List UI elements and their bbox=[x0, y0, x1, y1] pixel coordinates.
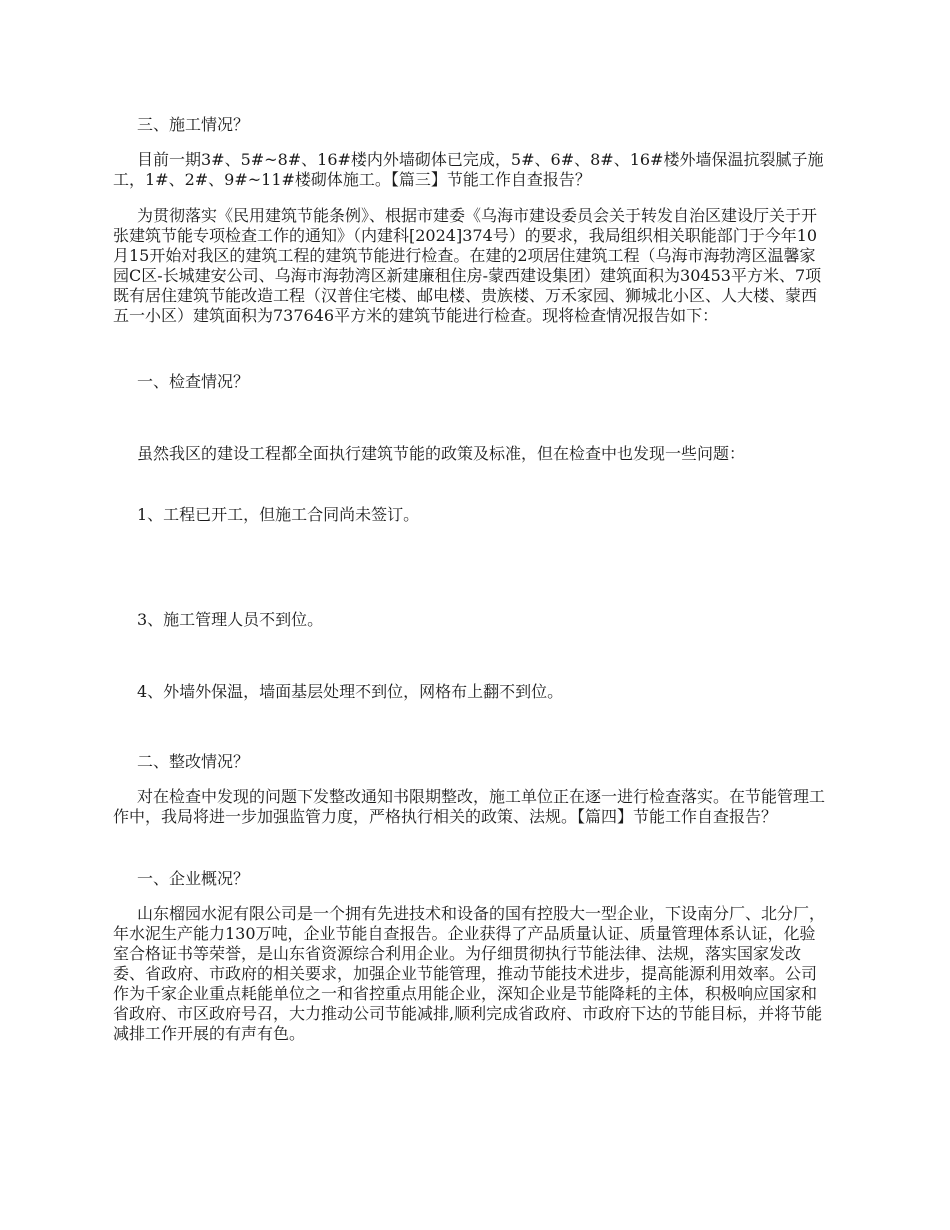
list-item-problem-3: 3、施工管理人员不到位。 bbox=[137, 610, 324, 629]
paragraph-company-overview: 山东榴园水泥有限公司是一个拥有先进技术和设备的国有控股大一型企业，下设南分厂、北分厂，年水泥生产能力130万吨，企业节能自查报告。企业获得了产品质量认证、质量管理体系认证，化验室合格证书等荣誉，是山东省资源综合利用企业。为仔细贯彻执行节能法律、法规，落实国家发改委、省政府、市政府的相关要求，加强企业节能管理，推动节能技术进步，提高能源利用效率。公司作为千家企业重点耗能单位之一和省控重点用能企业，深知企业是节能降耗的主体，积极响应国家和省政府、市区政府号召，大力推动公司节能减排,顺利完成省政府、市政府下达的节能目标，并将节能减排工作开展的有声有色。 bbox=[113, 904, 826, 1043]
paragraph-rectification: 对在检查中发现的问题下发整改通知书限期整改，施工单位正在逐一进行检查落实。在节能管理工作中，我局将进一步加强监管力度，严格执行相关的政策、法规。【篇四】节能工作自查报告？ bbox=[113, 787, 826, 826]
paragraph-construction-progress: 目前一期3#、5#~8#、16#楼内外墙砌体已完成，5#、6#、8#、16#楼外墙保温抗裂腻子施工，1#、2#、9#~11#楼砌体施工。【篇三】节能工作自查报告？ bbox=[113, 150, 824, 189]
paragraph-inspection-intro: 为贯彻落实《民用建筑节能条例》、根据市建委《乌海市建设委员会关于转发自治区建设厅关于开张建筑节能专项检查工作的通知》（内建科[2024]374号）的要求，我局组织相关职能部门于今年10月15开始对我区的建筑工程的建筑节能进行检查。在建的2项居住建筑工程（乌海市海勃湾区温馨家园C区-长城建安公司、乌海市海勃湾区新建廉租住房-蒙西建设集团）建筑面积为30453平方米、7项既有居住建筑节能改造工程（汉普住宅楼、邮电楼、贵族楼、万禾家园、狮城北小区、人大楼、蒙西五一小区）建筑面积为737646平方米的建筑节能进行检查。现将检查情况报告如下： bbox=[113, 206, 822, 325]
section-heading-inspection: 一、检查情况？ bbox=[137, 372, 250, 391]
paragraph-problems-found: 虽然我区的建设工程都全面执行建筑节能的政策及标准，但在检查中也发现一些问题： bbox=[137, 444, 746, 463]
list-item-problem-4: 4、外墙外保温，墙面基层处理不到位，网格布上翻不到位。 bbox=[137, 682, 564, 701]
section-heading-rectification: 二、整改情况？ bbox=[137, 752, 250, 771]
list-item-problem-1: 1、工程已开工，但施工合同尚未签订。 bbox=[137, 505, 420, 524]
section-heading-company-overview: 一、企业概况？ bbox=[137, 869, 250, 888]
section-heading-construction: 三、施工情况？ bbox=[137, 115, 250, 134]
